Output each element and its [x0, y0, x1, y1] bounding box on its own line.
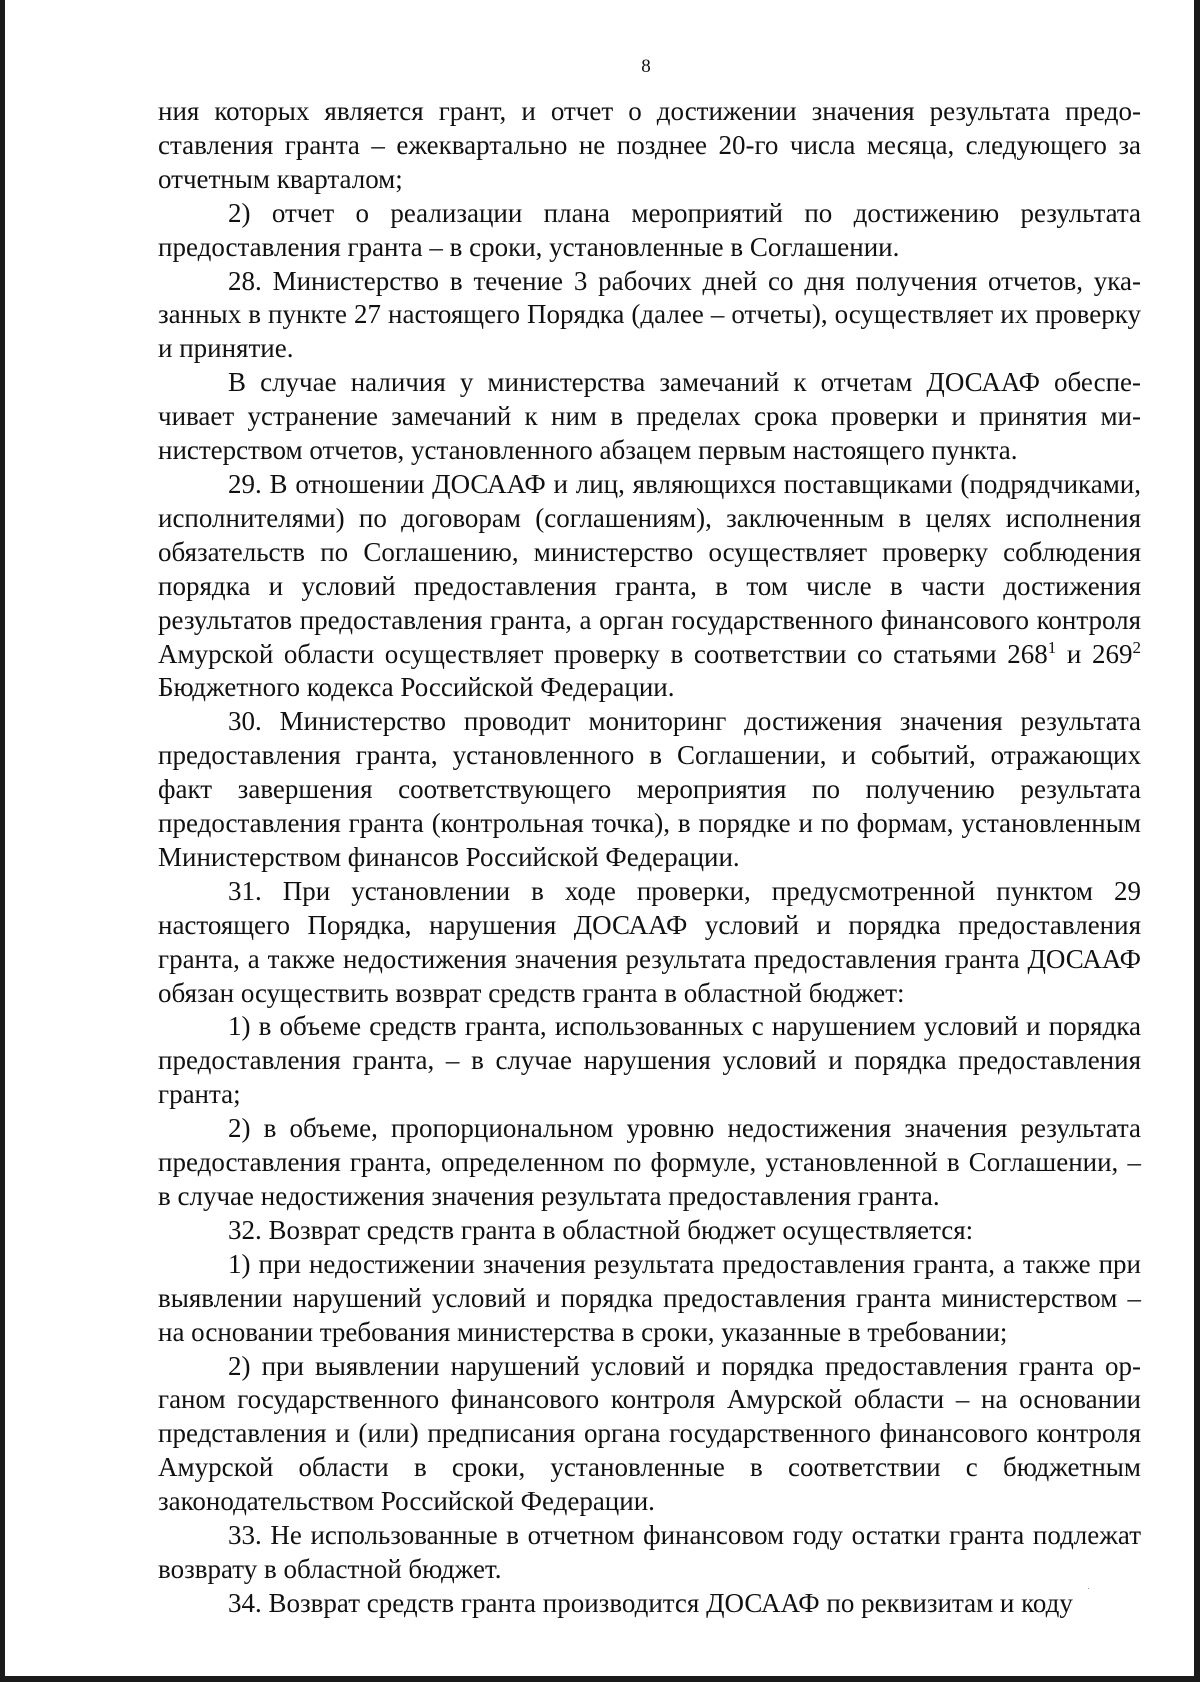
paragraph-continuation: ния которых является грант, и отчет о достижении значения результата предоставления гранта – ежеквартально не позднее 20-го числа месяца, следующего за отчетным кварталом; — [158, 96, 1141, 194]
paragraph-29-text-after: Бюджетного кодекса Российской Федерации. — [158, 672, 675, 703]
paragraph-31-item-1: 1) в объеме средств гранта, использованных с нарушением условий и порядка предоставления гранта, – в случае нарушения условий и порядка предоставления гранта; — [158, 1011, 1141, 1110]
document-body — [158, 95, 1141, 1621]
footnote-superscript-1: 1 — [1047, 637, 1057, 657]
paragraph-31-item-2: 2) в объеме, пропорциональном уровню недостижения значения результата предоставления гранта, определенном по формуле, установленной в Соглашении, – в случае недостижения значения результата предоставления гранта. — [158, 1113, 1141, 1211]
paragraph-29 — [158, 468, 1141, 705]
footnote-superscript-2: 2 — [1132, 637, 1141, 657]
paragraph-32-item-2: 2) при выявлении нарушений условий и порядка предоставления гранта органом государственного финансового контроля Амурской области – на основании представления и (или) предписания органа государственного финансового контроля Амурской области в сроки, установленные в соответствии с бюджетным законодательством Российской Федерации. — [158, 1350, 1141, 1517]
paragraph-32: 32. Возврат средств гранта в областной бюджет осуществляется: — [228, 1214, 974, 1245]
paragraph-31: 31. При установлении в ходе проверки, предусмотренной пунктом 29 настоящего Порядка, нарушения ДОСААФ условий и порядка предоставления гранта, а также недостижения значения результата предоставления гранта ДОСААФ обязан осуществить возврат средств гранта в областной бюджет: — [158, 875, 1141, 1008]
paragraph-29-text-mid: и 269 — [1056, 638, 1133, 669]
paragraph-32-item-1: 1) при недостижении значения результата предоставления гранта, а также при выявлении нарушений условий и порядка предоставления гранта министерством – на основании требования министерства в сроки, указанные в требовании; — [158, 1248, 1141, 1347]
paragraph-item-2-report: 2) отчет о реализации плана мероприятий по достижению результата предоставления гранта – в сроки, установленные в Соглашении. — [158, 197, 1141, 262]
paragraph-30: 30. Министерство проводит мониторинг достижения значения результата предоставления гранта, установленного в Соглашении, и событий, отражающих факт завершения соответствующего мероприятия по получению результата предоставления гранта (контрольная точка), в порядке и по формам, установленным Министерством финансов Российской Федерации. — [158, 706, 1141, 872]
page-number: 8 — [641, 56, 651, 77]
paragraph-29-text-before: 29. В отношении ДОСААФ и лиц, являющихся поставщиками (подрядчиками, исполнителями) по договорам (соглашениям), заключенным в целях исполнения обязательств по Соглашению, министерство осуществляет проверку соблюдения порядка и условий предоставления гранта, в том числе в части достижения результатов предоставления гранта, а орган государственного финансового контроля Амурской области осуществляет проверку в соответствии со статьями 268 — [158, 468, 1141, 669]
paragraph-34: 34. Возврат средств гранта производится ДОСААФ по реквизитам и коду — [228, 1587, 1073, 1618]
paragraph-33: 33. Не использованные в отчетном финансовом году остатки гранта подлежат возврату в областной бюджет. — [158, 1520, 1141, 1584]
paragraph-28: 28. Министерство в течение 3 рабочих дней со дня получения отчетов, указанных в пункте 27 настоящего Порядка (далее – отчеты), осуществляет их проверку и принятие. — [158, 265, 1141, 364]
paragraph-28-remarks: В случае наличия у министерства замечаний к отчетам ДОСААФ обеспечивает устранение замечаний к ним в пределах срока проверки и принятия министерством отчетов, установленного абзацем первым настоящего пункта. — [158, 367, 1141, 466]
scan-speck — [1088, 1588, 1089, 1589]
